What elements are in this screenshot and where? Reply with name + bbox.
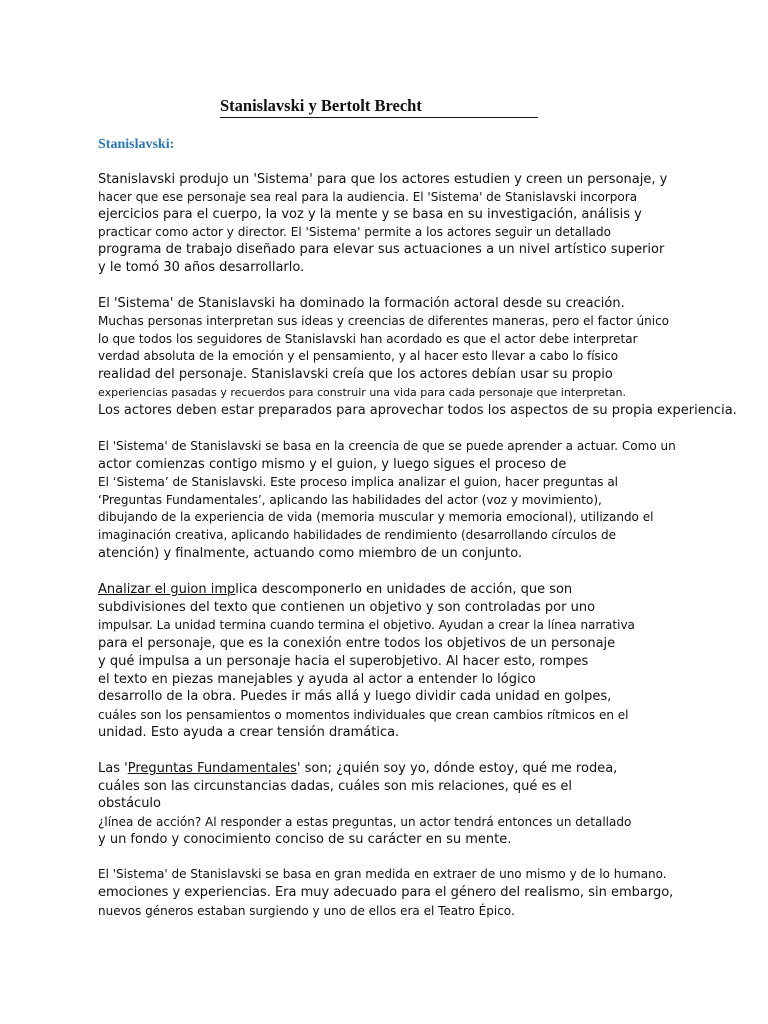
section-heading: Stanislavski: <box>98 137 175 152</box>
paragraph-line: cuáles son los pensamientos o momentos individuales que crean cambios rítmicos en el <box>98 708 629 722</box>
paragraph-line: subdivisiones del texto que contienen un objetivo y son controladas por uno <box>98 600 596 615</box>
underlined-phrase: Preguntas Fundamentales <box>127 761 297 776</box>
paragraph-line: atención) y finalmente, actuando como miembro de un conjunto. <box>98 546 523 561</box>
paragraph-line: ‘Preguntas Fundamentales’, aplicando las habilidades del actor (voz y movimiento), <box>98 493 602 507</box>
paragraph-line: ¿línea de acción? Al responder a estas preguntas, un actor tendrá entonces un detallado <box>98 815 632 829</box>
paragraph-line: experiencias pasadas y recuerdos para construir una vida para cada personaje que interpretan. <box>98 386 626 399</box>
paragraph-line: ejercicios para el cuerpo, la voz y la mente y se basa en su investigación, análisis y <box>98 207 642 222</box>
paragraph-line: obstáculo <box>98 796 161 811</box>
paragraph-line: El ‘Sistema’ de Stanislavski. Este proceso implica analizar el guion, hacer preguntas al <box>98 475 619 489</box>
paragraph-line: imaginación creativa, aplicando habilidades de rendimiento (desarrollando círculos de <box>98 528 616 542</box>
paragraph-line: programa de trabajo diseñado para elevar sus actuaciones a un nivel artístico superior <box>98 242 665 257</box>
paragraph-line: realidad del personaje. Stanislavski creía que los actores debían usar su propio <box>98 367 613 382</box>
paragraph-line: practicar como actor y director. El 'Sistema' permite a los actores seguir un detallado <box>98 225 611 239</box>
paragraph-line: dibujando de la experiencia de vida (memoria muscular y memoria emocional), utilizando el <box>98 510 654 524</box>
paragraph-line: El 'Sistema' de Stanislavski se basa en la creencia de que se puede aprender a actuar. Como un <box>98 439 676 453</box>
paragraph-line: y un fondo y conocimiento conciso de su carácter en su mente. <box>98 832 512 847</box>
paragraph-line: emociones y experiencias. Era muy adecuado para el género del realismo, sin embargo, <box>98 885 674 900</box>
paragraph-line: El 'Sistema' de Stanislavski se basa en gran medida en extraer de uno mismo y de lo humano. <box>98 867 667 881</box>
paragraph-line: el texto en piezas manejables y ayuda al actor a entender lo lógico <box>98 672 536 687</box>
paragraph-line: cuáles son las circunstancias dadas, cuáles son mis relaciones, qué es el <box>98 779 572 794</box>
paragraph-line: desarrollo de la obra. Puedes ir más allá y luego dividir cada unidad en golpes, <box>98 689 612 704</box>
paragraph-line: verdad absoluta de la emoción y el pensamiento, y al hacer esto llevar a cabo lo físico <box>98 349 619 363</box>
paragraph-line: hacer que ese personaje sea real para la audiencia. El 'Sistema' de Stanislavski incorpora <box>98 190 638 204</box>
paragraph-line: y le tomó 30 años desarrollarlo. <box>98 260 305 275</box>
paragraph-line: Analizar el guion implica descomponerlo en unidades de acción, que son <box>98 582 573 597</box>
paragraph-line: actor comienzas contigo mismo y el guion, y luego sigues el proceso de <box>98 457 567 472</box>
document-title: Stanislavski y Bertolt Brecht <box>220 97 538 118</box>
paragraph-line: Los actores deben estar preparados para aprovechar todos los aspectos de su propia experiencia. <box>98 403 737 418</box>
paragraph-line: nuevos géneros estaban surgiendo y uno de ellos era el Teatro Épico. <box>98 904 515 918</box>
paragraph-line: y qué impulsa a un personaje hacia el superobjetivo. Al hacer esto, rompes <box>98 654 589 669</box>
paragraph-line: Muchas personas interpretan sus ideas y creencias de diferentes maneras, pero el factor único <box>98 314 670 328</box>
underlined-phrase: Analizar el guion imp <box>98 582 236 597</box>
paragraph-line: lo que todos los seguidores de Stanislavski han acordado es que el actor debe interpretar <box>98 332 638 346</box>
paragraph-line: El 'Sistema' de Stanislavski ha dominado la formación actoral desde su creación. <box>98 296 625 311</box>
paragraph-line: Las 'Preguntas Fundamentales' son; ¿quién soy yo, dónde estoy, qué me rodea, <box>98 761 618 776</box>
paragraph-line: unidad. Esto ayuda a crear tensión dramática. <box>98 725 400 740</box>
paragraph-line: para el personaje, que es la conexión entre todos los objetivos de un personaje <box>98 636 616 651</box>
paragraph-line: Stanislavski produjo un 'Sistema' para que los actores estudien y creen un personaje, y <box>98 172 668 187</box>
paragraph-line: impulsar. La unidad termina cuando termina el objetivo. Ayudan a crear la línea narrativa <box>98 618 635 632</box>
